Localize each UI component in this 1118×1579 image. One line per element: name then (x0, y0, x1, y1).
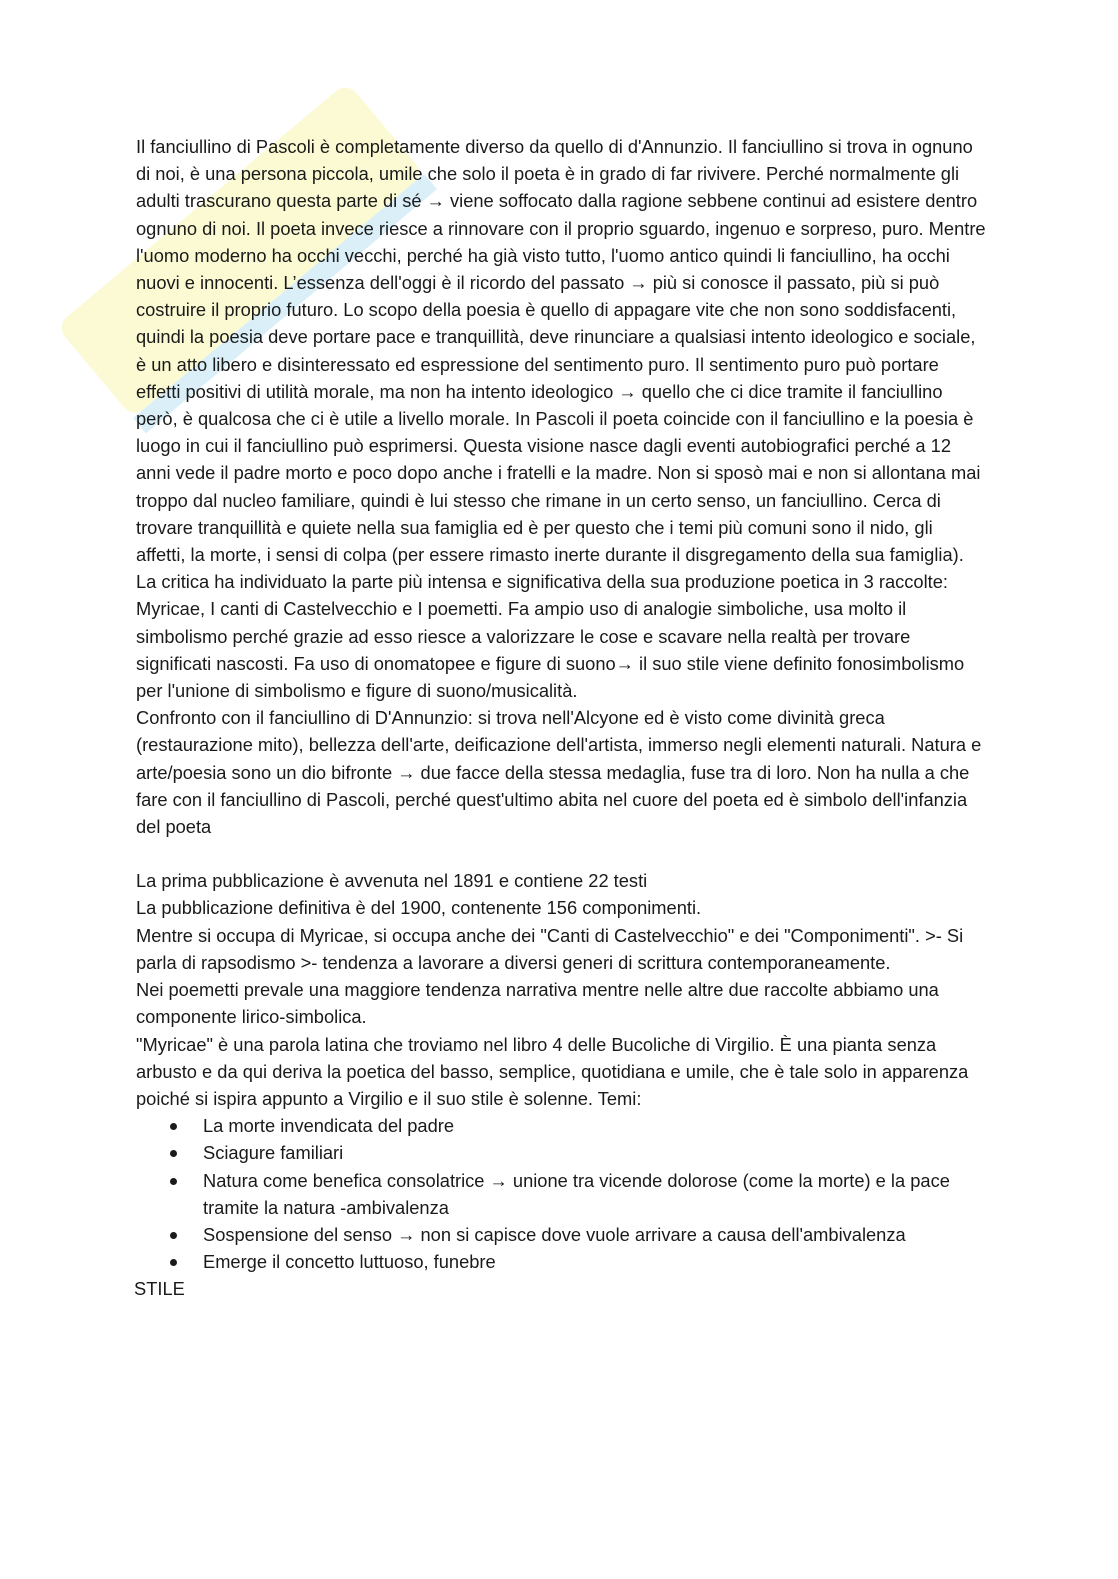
bullet-icon (170, 1123, 177, 1130)
bullet-icon (170, 1150, 177, 1157)
paragraph-gap (136, 840, 986, 867)
list-item (136, 1139, 986, 1166)
section-fanciullino (136, 133, 986, 840)
paragraph: Nei poemetti prevale una maggiore tendenza narrativa mentre nelle altre due raccolte abbiamo una componente lirico-simbolica. (136, 979, 939, 1028)
paragraph: Confronto con il fanciullino di D'Annunzio: si trova nell'Alcyone ed è visto come divinità greca (restaurazione mito), bellezza dell'arte, deificazione dell'artista, immerso negli elementi naturali. Natura e arte/poesia sono un dio bifronte → due facce della stessa medaglia, fuse tra di loro. Non ha nulla a che fare con il fanciullino di Pascoli, perché quest'ultimo abita nel cuore del poeta ed è simbolo dell'infanzia del poeta (136, 707, 982, 838)
document-page (136, 133, 986, 1303)
paragraph: Il fanciullino di Pascoli è completamente diverso da quello di d'Annunzio. Il fanciullino si trova in ognuno di noi, è una persona piccola, umile che solo il poeta è in grado di far rivivere. Perché normalmente gli adulti trascurano questa parte di sé → viene soffocato dalla ragione sebbene continui ad esistere dentro ognuno di noi. Il poeta invece riesce a rinnovare con il proprio sguardo, ingenuo e sorpreso, puro. Mentre l'uomo moderno ha occhi vecchi, perché ha già visto tutto, l'uomo antico quindi li fanciullino, ha occhi nuovi e innocenti. L’essenza dell'oggi è il ricordo del passato → più si conosce il passato, più si può costruire il proprio futuro. Lo scopo della poesia è quello di appagare vite che non sono soddisfacenti, quindi la poesia deve portare pace e tranquillità, deve rinunciare a qualsiasi intento ideologico e sociale, è un atto libero e disinteressato ed espressione del sentimento puro. Il sentimento puro può portare effetti positivi di utilità morale, ma non ha intento ideologico → quello che ci dice tramite il fanciullino però, è qualcosa che ci è utile a livello morale. In Pascoli il poeta coincide con il fanciullino e la poesia è luogo in cui il fanciullino può esprimersi. Questa visione nasce dagli eventi autobiografici perché a 12 anni vede il padre morto e poco dopo anche i fratelli e la madre. Non si sposò mai e non si allontana mai troppo dal nucleo familiare, quindi è lui stesso che rimane in un certo senso, un fanciullino. Cerca di trovare tranquillità e quiete nella sua famiglia ed è per questo che i temi più comuni sono il nido, gli affetti, la morte, i sensi di colpa (per essere rimasto inerte durante il disgregamento della sua famiglia). (136, 136, 986, 566)
heading-stile: STILE (134, 1278, 185, 1300)
paragraph: "Myricae" è una parola latina che troviamo nel libro 4 delle Bucoliche di Virgilio. È una pianta senza arbusto e da qui deriva la poetica del basso, semplice, quotidiana e umile, che è tale solo in apparenza poiché si ispira appunto a Virgilio e il suo stile è solenne. Temi: (136, 1033, 969, 1109)
list-item-text: Natura come benefica consolatrice → unione tra vicende dolorose (come la morte) e la pace tramite la natura -ambivalenza (203, 1169, 950, 1218)
bullet-icon (170, 1232, 177, 1239)
paragraph: La prima pubblicazione è avvenuta nel 1891 e contiene 22 testi (136, 870, 648, 892)
list-item-text: Sospensione del senso → non si capisce dove vuole arrivare a causa dell'ambivalenza (203, 1223, 906, 1245)
list-item-text: La morte invendicata del padre (203, 1115, 455, 1137)
list-item (136, 1248, 986, 1275)
paragraph: Mentre si occupa di Myricae, si occupa anche dei "Canti di Castelvecchio" e dei "Componimenti". >- Si parla di rapsodismo >- tendenza a lavorare a diversi generi di scrittura contemporaneamente. (136, 924, 964, 973)
bullet-icon (170, 1259, 177, 1266)
bullet-icon (170, 1178, 177, 1185)
list-item (136, 1221, 986, 1248)
themes-list (136, 1112, 986, 1275)
list-item (136, 1112, 986, 1139)
list-item-text: Sciagure familiari (203, 1142, 344, 1164)
paragraph: La critica ha individuato la parte più intensa e significativa della sua produzione poetica in 3 raccolte: Myricae, I canti di Castelvecchio e I poemetti. Fa ampio uso di analogie simboliche, usa molto il simbolismo perché grazie ad esso riesce a valorizzare le cose e scavare nella realtà per trovare significati nascosti. Fa uso di onomatopee e figure di suono→ il suo stile viene definito fonosimbolismo per l'unione di simbolismo e figure di suono/musicalità. (136, 571, 965, 702)
list-item-text: Emerge il concetto luttuoso, funebre (203, 1251, 496, 1273)
section-myricae (136, 867, 986, 1112)
paragraph: La pubblicazione definitiva è del 1900, contenente 156 componimenti. (136, 897, 702, 919)
list-item (136, 1167, 986, 1221)
